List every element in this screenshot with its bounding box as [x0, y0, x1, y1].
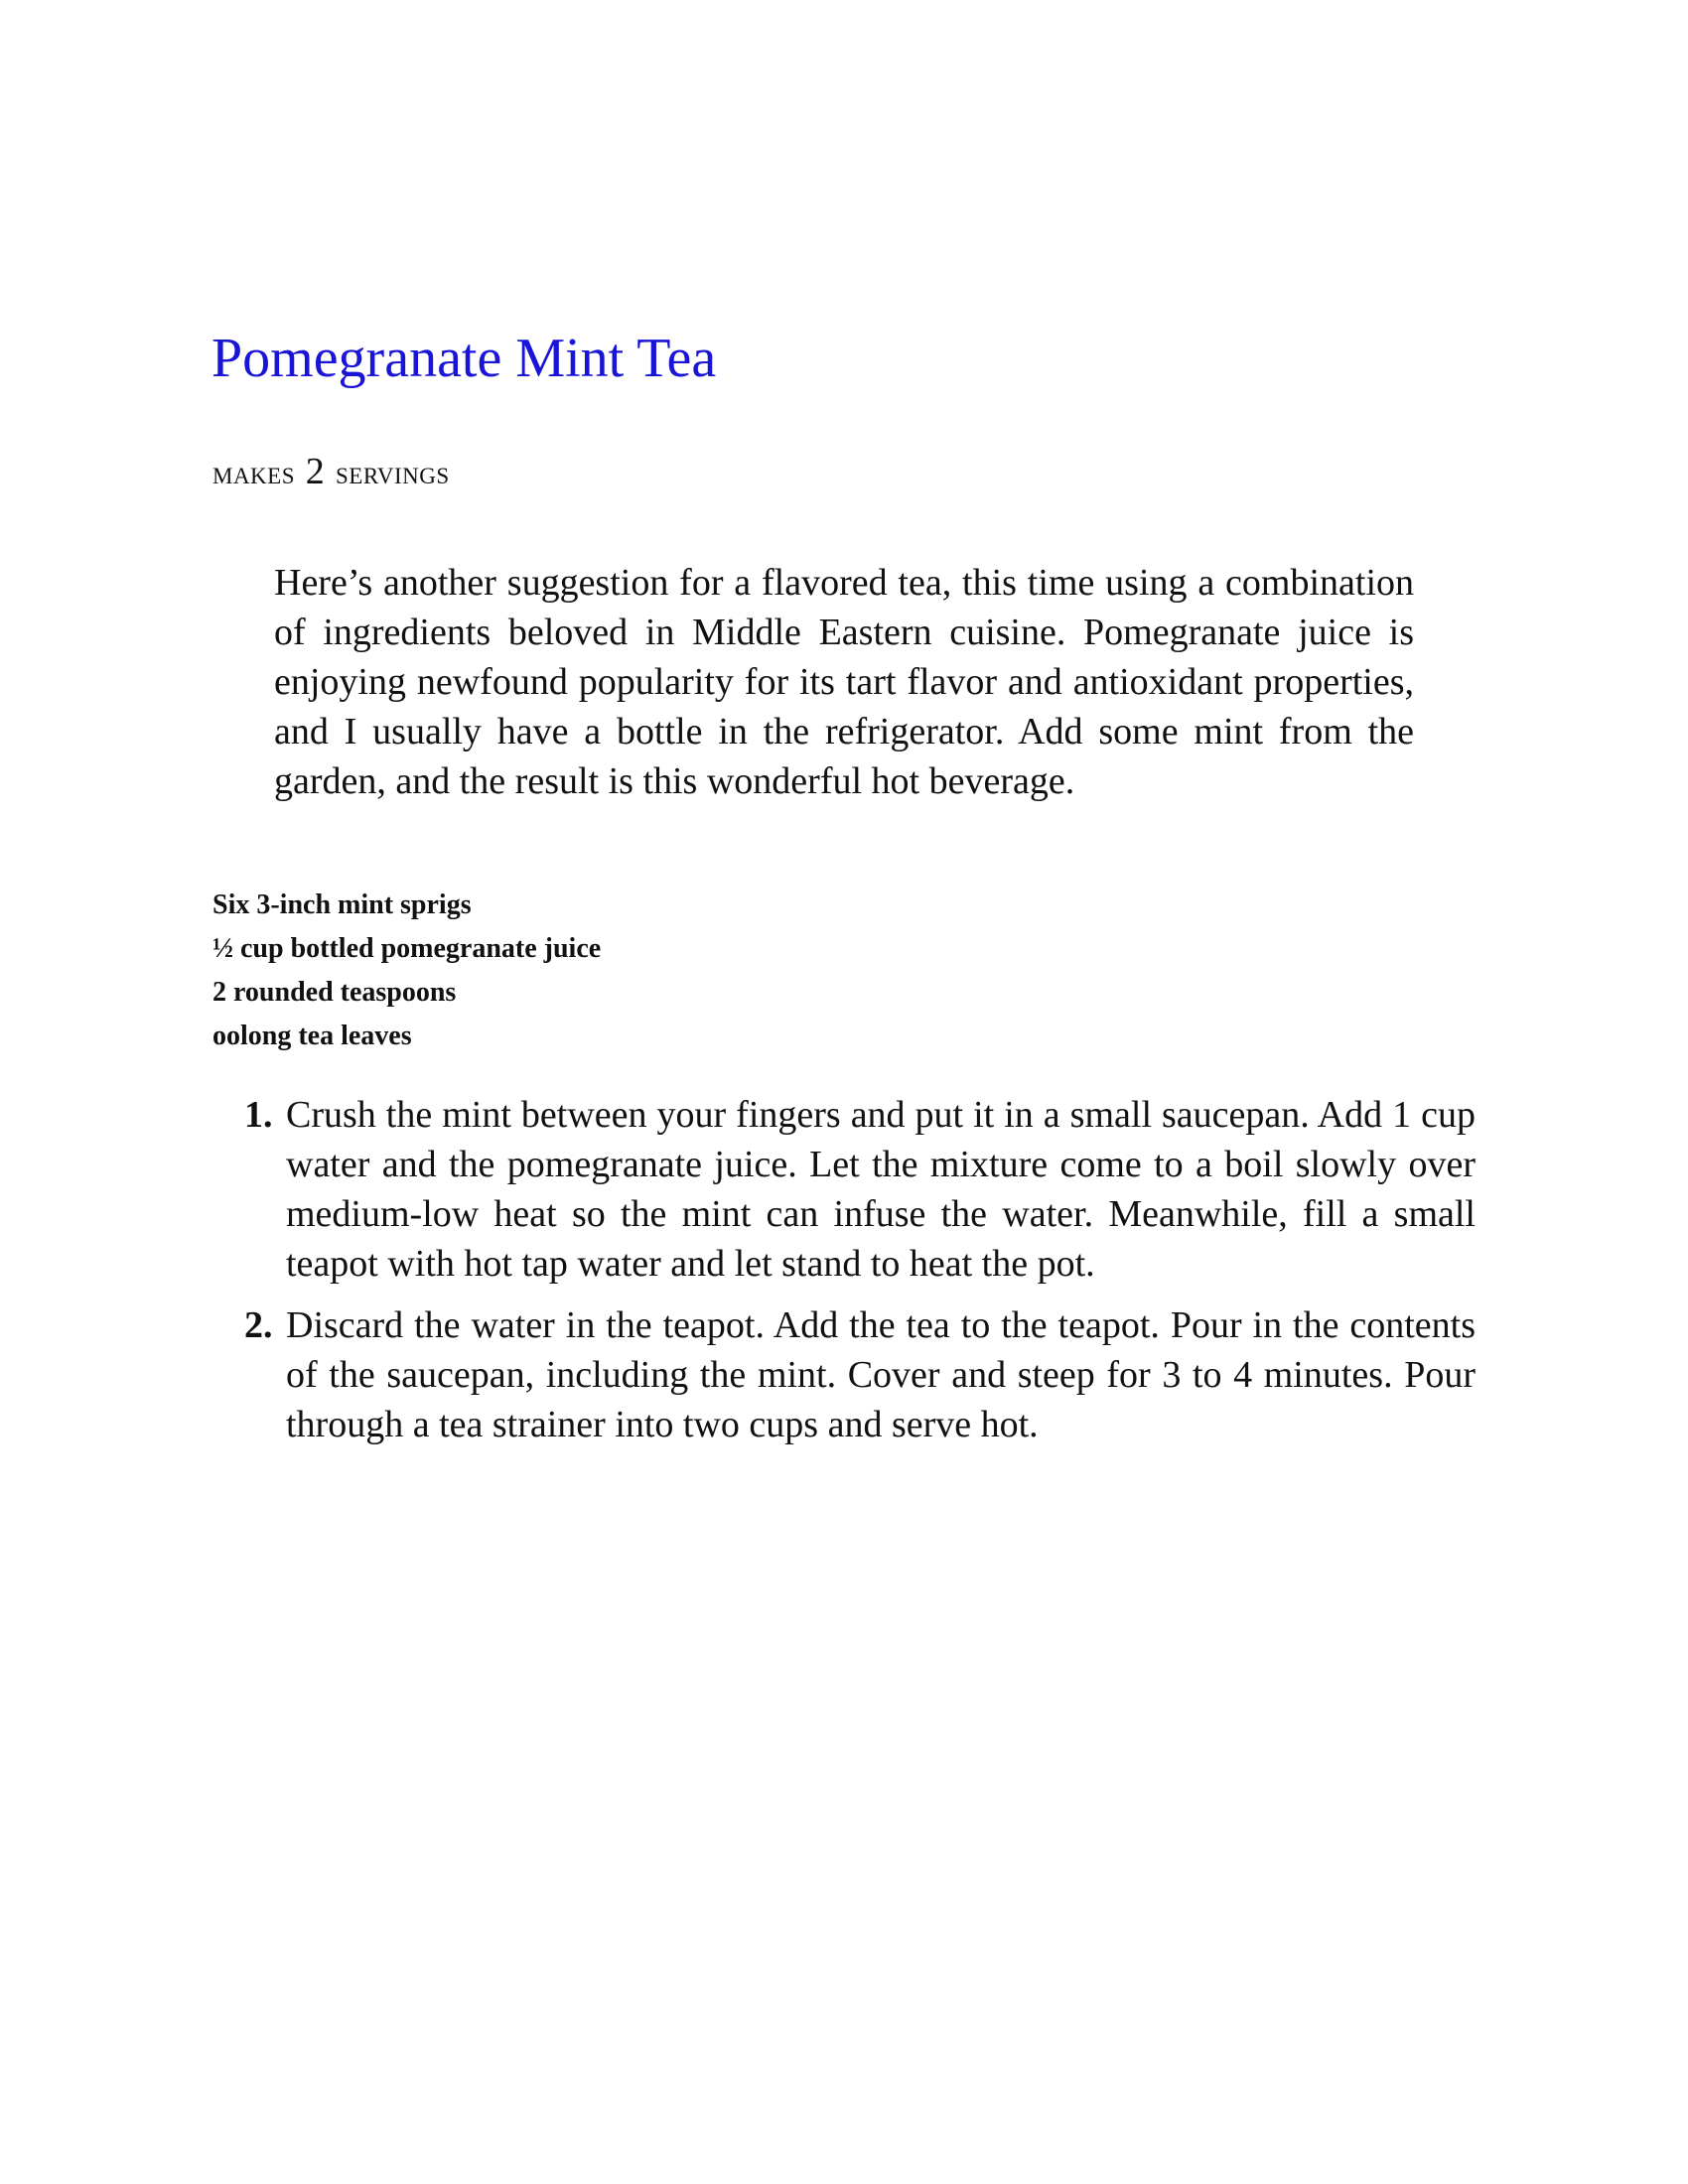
ingredient-item: 2 rounded teaspoons — [212, 977, 457, 1008]
recipe-title: Pomegranate Mint Tea — [211, 328, 717, 389]
step-item — [244, 1090, 1476, 1289]
yield-suffix: SERVINGS — [336, 464, 450, 488]
recipe-intro: Here’s another suggestion for a flavored tea, this time using a combination of ingredients beloved in Middle Eastern cuisine. Pomegranate juice is enjoying newfound popularity for its tart flavor and antioxidant properties, and I usually have a bottle in the refrigerator. Add some mint from the garden, and the result is this wonderful hot beverage. — [274, 562, 1414, 802]
ingredient-item: Six 3-inch mint sprigs — [212, 889, 472, 920]
recipe-yield — [212, 447, 450, 501]
ingredient-list — [212, 884, 601, 1058]
step-text: Crush the mint between your fingers and put it in a small saucepan. Add 1 cup water and the pomegranate juice. Let the mixture come to a boil slowly over medium-low heat so the mint can infuse the water. Meanwhile, fill a small teapot with hot tap water and let stand to heat the pot. — [286, 1094, 1476, 1285]
step-text: Discard the water in the teapot. Add the tea to the teapot. Pour in the contents of the saucepan, including the mint. Cover and steep for 3 to 4 minutes. Pour through a tea strainer into two cups and serve hot. — [286, 1304, 1476, 1445]
ingredient-item: oolong tea leaves — [212, 1021, 412, 1051]
yield-count: 2 — [305, 451, 326, 492]
step-list — [244, 1090, 1476, 1461]
yield-prefix: MAKES — [212, 464, 296, 488]
step-number: 2. — [244, 1304, 273, 1346]
ingredient-item: ½ cup bottled pomegranate juice — [212, 933, 602, 964]
step-number: 1. — [244, 1094, 273, 1136]
step-item — [244, 1300, 1476, 1449]
